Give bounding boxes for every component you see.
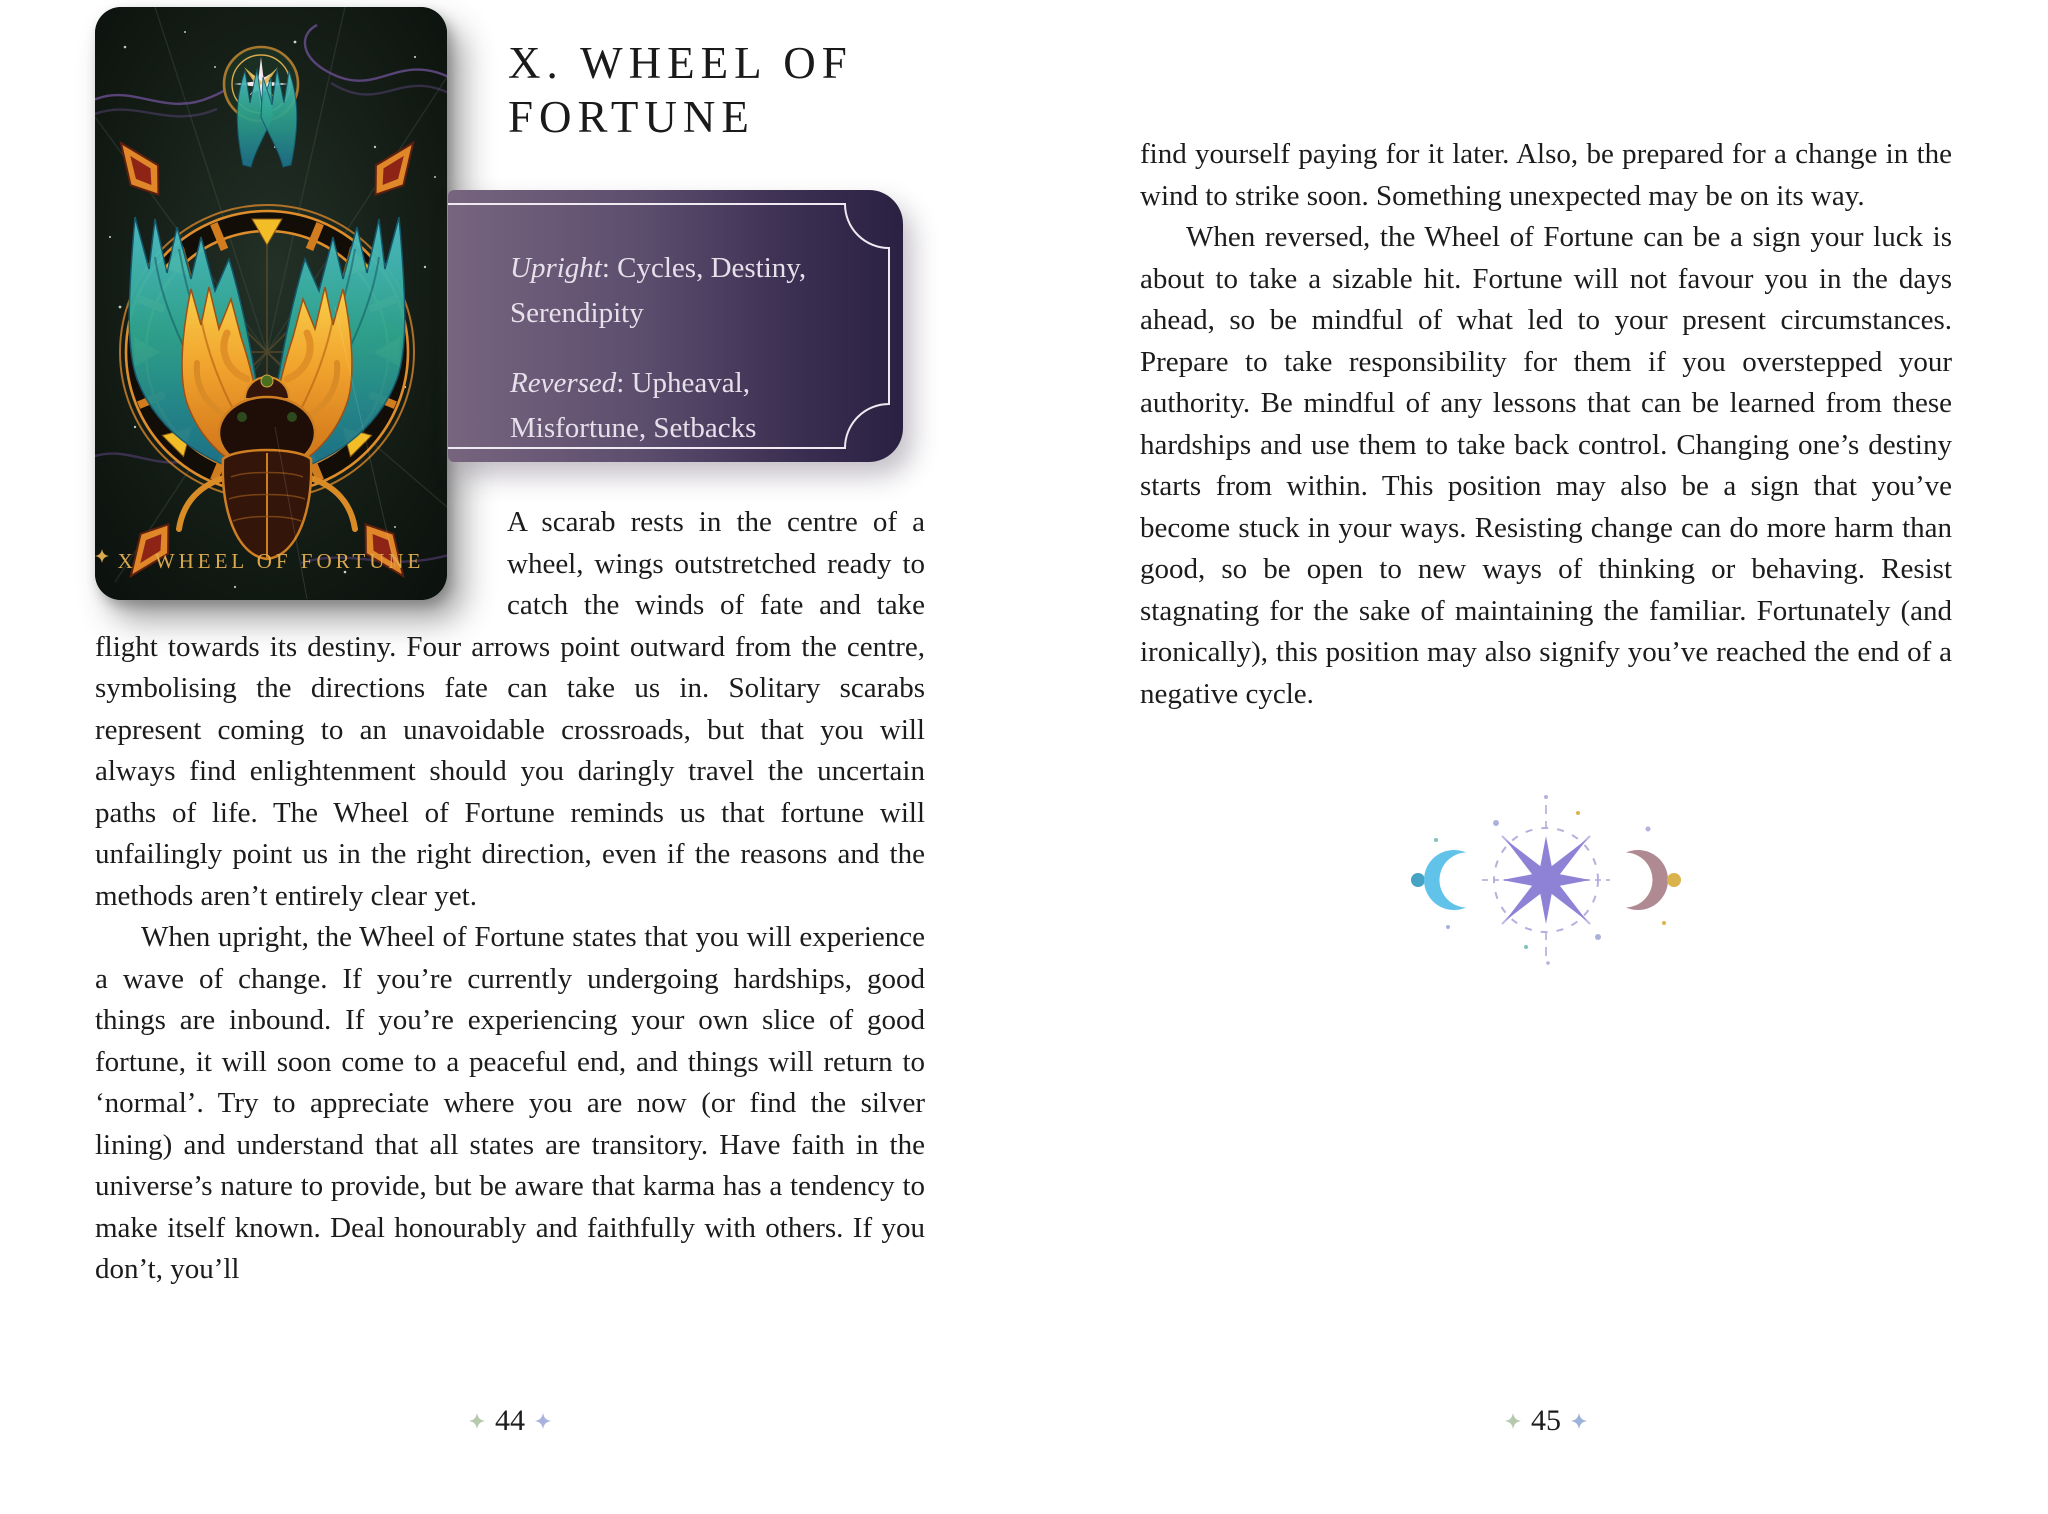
body-paragraph: A scarab rests in the centre of a wheel, wings outstretched ready to catch the winds of fate and take flight towards its destiny. Four arrows point outward from the centre, symbolising the directions fate can take us in. Solitary scarabs represent coming to an unavoidable crossroads, but that you will always find enlightenment should you daringly travel the uncertain paths of life. The Wheel of Fortune reminds us that fortune will unfailingly point us in the right direction, even if the reasons and the methods aren’t entirely clear yet. [95,506,925,912]
book-page-right [1140,0,1952,1514]
reversed-label: Reversed [510,367,617,399]
sparkle-icon [469,1413,485,1429]
reversed-keywords [510,361,865,451]
page-title: X. WHEEL OF FORTUNE [508,38,853,142]
upright-text: : Cycles, Destiny, Serendipity [510,252,807,329]
reversed-text: : Upheaval, Misfortune, Setbacks [510,367,757,444]
sparkle-icon [1505,1413,1521,1429]
body-paragraph: When reversed, the Wheel of Fortune can be a sign your luck is about to take a sizable hit. Fortune will not favour you in the days ahead, so be mindful of what led to your present circumstances. Prepare to take responsibility for them if you overstepped your authority. Be mindful of any lessons that can be learned from these hardships and use them to take back control. Changing one’s destiny starts from within. This position may also be a sign that you’ve become stuck in your ways. Resisting change can do more harm than good, so be open to new ways of thinking or behaving. Resist stagnating for the sake of maintaining the familiar. Fortunately (and ironically), this position may also signify you’ve reached the end of a negative cycle. [1140,221,1952,710]
book-page-left [95,0,925,1514]
celestial-divider-art [1196,795,1896,965]
section-divider [1140,795,1952,970]
sparkle-icon [1571,1413,1587,1429]
card-numeral: X [117,549,137,573]
upright-label: Upright [510,252,602,284]
tarot-card [95,7,447,600]
body-paragraph: When upright, the Wheel of Fortune states that you will experience a wave of change. If you’re currently undergoing hardships, good things are inbound. If you’re experiencing your own slice of good fortune, it will soon come to a peaceful end, and things will return to ‘normal’. Try to appreciate where you are now (or find the silver lining) and understand that all states are transitory. Have faith in the universe’s nature to provide, but be aware that karma has a tendency to make itself known. Deal honourably and faithfully with others. If you don’t, you’ll [95,921,925,1285]
upright-keywords [510,246,865,336]
tarot-card-float [95,0,507,608]
sparkle-icon [535,1413,551,1429]
page-number-value: 45 [1531,1404,1561,1437]
page-number-value: 44 [495,1404,525,1437]
card-name: WHEEL OF FORTUNE [154,549,425,573]
body-paragraph: find yourself paying for it later. Also, be prepared for a change in the wind to strike soon. Something unexpected may be on its way. [1140,138,1952,212]
tarot-card-art [95,7,447,600]
page-number-left [95,1404,925,1438]
keywords-box [448,190,903,462]
card-title-label [95,549,447,574]
page-number-right [1140,1404,1952,1438]
